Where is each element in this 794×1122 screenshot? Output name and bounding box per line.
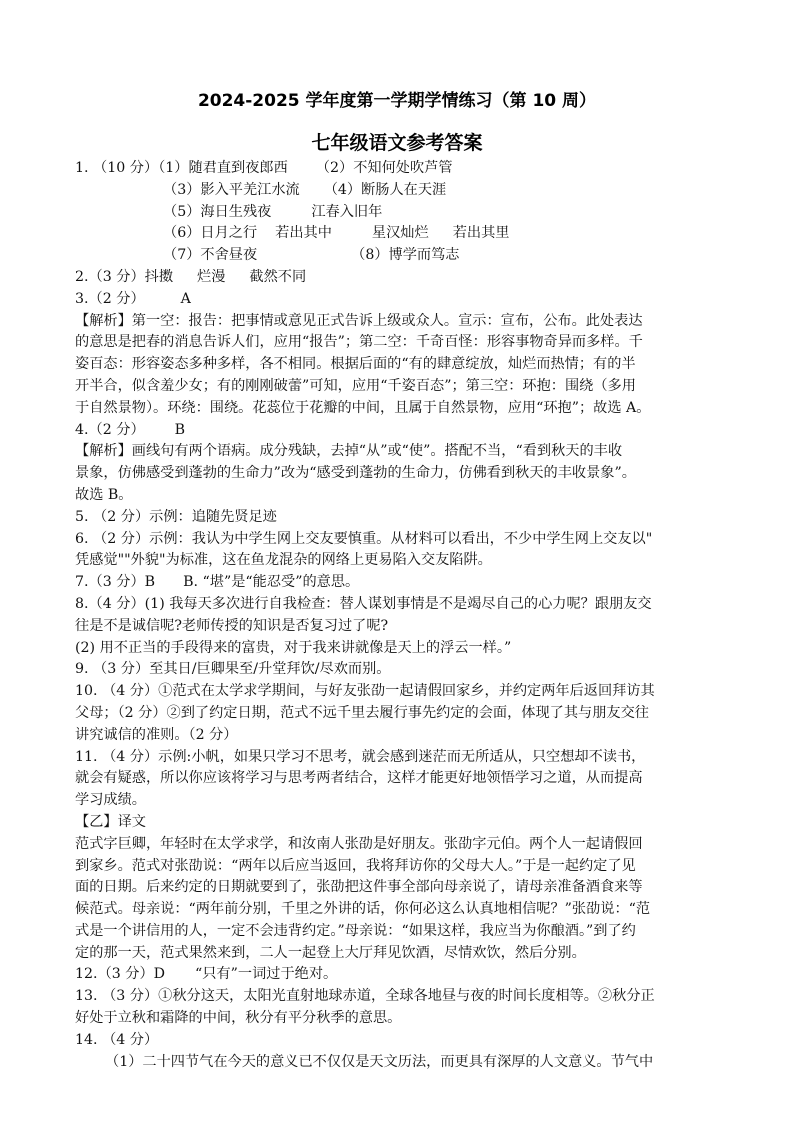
q1-answer-3: （3）影入平羌江水流: [163, 181, 300, 198]
q13-line-2: 好处于立秋和霜降的中间，秋分有平分秋季的意思。: [75, 1010, 402, 1027]
q6-line-1: 6. （2 分）示例：我认为中学生网上交友要慎重。从材料可以看出，不少中学生网上交友以": [75, 530, 653, 547]
q1-answer-6d: 若出其里: [452, 225, 510, 242]
translation-line-2: 到家乡。范式对张劭说：“两年以后应当返回，我将拜访你的父母大人。”于是一起约定了见: [75, 857, 636, 874]
q3-analysis-1: 【解析】第一空：报告：把事情或意见正式告诉上级或众人。宣示：宣布，公布。此处表达: [75, 312, 643, 329]
q3-line: [75, 289, 725, 311]
q9-line: 9. （3 分）至其日/巨卿果至/升堂拜饮/尽欢而别。: [75, 661, 391, 678]
q4-number: 4.（2 分）: [75, 421, 145, 438]
q5-line: 5. （2 分）示例：追随先贤足迹: [75, 508, 277, 525]
q12-line: [75, 964, 725, 986]
q14-line-2: （1）二十四节气在今天的意义已不仅仅是天文历法，而更具有深厚的人文意义。节气中: [105, 1053, 654, 1070]
translation-heading: 【乙】译文: [75, 813, 146, 830]
q3-analysis-4: 开半合，似含羞少女；有的刚刚破蕾”可知，应用“千姿百态”；第三空：环抱：围绕（多用: [75, 377, 636, 394]
q1-answer-6b: 若出其中: [275, 225, 332, 242]
answer-content: [75, 158, 725, 1073]
q3-answer: A: [180, 290, 191, 307]
q4-analysis-1: 【解析】画线句有两个语病。成分残缺，去掉“从”或“使”。搭配不当，“看到秋天的丰收: [75, 443, 623, 460]
q4-line: [75, 420, 725, 442]
q1-number: 1. （10 分）: [75, 160, 159, 176]
q1-answer-6a: （6）日月之行: [163, 225, 258, 242]
translation-line-5: 式是一个讲信用的人，一定不会违背约定。”母亲说：“如果这样，我应当为你酿酒。”到了约: [75, 922, 636, 939]
q2-line: [75, 267, 725, 289]
q3-number: 3.（2 分）: [75, 290, 145, 307]
translation-line-6: 定的那一天，范式果然来到，二人一起登上大厅拜见饮酒，尽情欢饮，然后分别。: [75, 944, 586, 961]
q1-answer-2: （2）不知何处吹芦管: [315, 160, 453, 176]
q1-line-1: [75, 158, 725, 180]
q14-line-1: 14. （4 分）: [75, 1031, 159, 1048]
q1-answer-4: （4）断肠人在天涯: [323, 181, 447, 198]
page-subtitle: 七年级语文参考答案: [311, 132, 483, 154]
translation-line-1: 范式字巨卿，年轻时在太学求学，和汝南人张劭是好朋友。张劭字元伯。两个人一起请假回: [75, 835, 643, 852]
q3-analysis-2: 的意思是把春的消息告诉人们，应用“报告”；第二空：千奇百怪：形容事物奇异而多样。千: [75, 334, 643, 351]
q4-analysis-2: 景象，仿佛感受到蓬勃的生命力”改为“感受到蓬勃的生命力，仿佛看到秋天的丰收景象”。: [75, 465, 636, 482]
q2-answer-1: 2.（3 分）抖擞: [75, 268, 174, 285]
q8-line-3: (2) 用不正当的手段得来的富贵，对于我来讲就像是天上的浮云一样。”: [75, 639, 512, 656]
q4-answer: B: [174, 421, 186, 438]
q7-explanation: B. “堪”是“能忍受”的意思。: [183, 574, 360, 591]
q3-analysis-5: 于自然景物）。环绕：围绕。花蕊位于花瓣的中间，且属于自然景物，应用“环抱”；故选 A。: [75, 399, 651, 416]
q7-answer: 7.（3 分）B: [75, 574, 156, 591]
q3-analysis-3: 姿百态：形容姿态多种多样，各不相同。根据后面的“有的肆意绽放，灿烂而热情；有的半: [75, 356, 636, 373]
q2-answer-3: 截然不同: [249, 268, 307, 285]
q1-answer-8: （8）博学而笃志: [351, 247, 460, 264]
q7-line: [75, 572, 725, 594]
q1-answer-6c: 星汉灿烂: [371, 225, 429, 242]
translation-line-4: 候范式。母亲说：“两年前分别，千里之外讲的话，你何必这么认真地相信呢？”张劭说：“范: [75, 901, 651, 918]
q11-line-2: 就会有疑惑，所以你应该将学习与思考两者结合，这样才能更好地领悟学习之道，从而提高: [75, 770, 643, 787]
q8-line-1: 8.（4 分）(1) 我每天多次进行自我检查：替人谋划事情是不是竭尽自己的心力呢？跟朋友交: [75, 595, 652, 612]
q1-line-5: [75, 245, 725, 267]
translation-line-3: 面的日期。后来约定的日期就要到了，张劭把这件事全部向母亲说了，请母亲准备酒食来等: [75, 879, 643, 896]
q12-answer: 12.（3 分）D: [75, 966, 166, 983]
q4-analysis-3: 故选 B。: [75, 486, 133, 503]
q11-line-1: 11. （4 分）示例:小帆，如果只学习不思考，就会感到迷茫而无所适从，只空想却不读书，: [75, 748, 646, 765]
q10-line-2: 父母；（2 分）②到了约定日期，范式不远千里去履行事先约定的会面，体现了其与朋友交往: [75, 704, 649, 721]
q1-answer-5a: （5）海日生残夜: [163, 203, 272, 220]
q1-line-2: [75, 180, 725, 202]
q10-line-3: 讲究诚信的准则。（2 分）: [75, 726, 238, 743]
q10-line-1: 10. （4 分）①范式在太学求学期间，与好友张劭一起请假回家乡，并约定两年后返回拜访其: [75, 683, 655, 700]
page-title: 2024-2025 学年度第一学期学情练习（第 10 周）: [197, 91, 597, 111]
q8-line-2: 往是不是诚信呢?老师传授的知识是否复习过了呢?: [75, 617, 389, 634]
q1-line-4: [75, 223, 725, 245]
q1-line-3: [75, 202, 725, 224]
q2-answer-2: 烂漫: [197, 268, 226, 285]
q1-answer-7: （7）不舍昼夜: [163, 247, 258, 264]
q13-line-1: 13. （3 分）①秋分这天，太阳光直射地球赤道，全球各地昼与夜的时间长度相等。②秋分正: [75, 988, 655, 1005]
q12-explanation: “只有”一词过于绝对。: [195, 966, 338, 983]
q11-line-3: 学习成绩。: [75, 792, 146, 809]
q6-line-2: 凭感觉""外貌"为标准，这在鱼龙混杂的网络上更易陷入交友陷阱。: [75, 552, 492, 569]
q1-answer-5b: 江春入旧年: [311, 203, 383, 220]
q1-answer-1: （1）随君直到夜郎西: [158, 160, 288, 176]
